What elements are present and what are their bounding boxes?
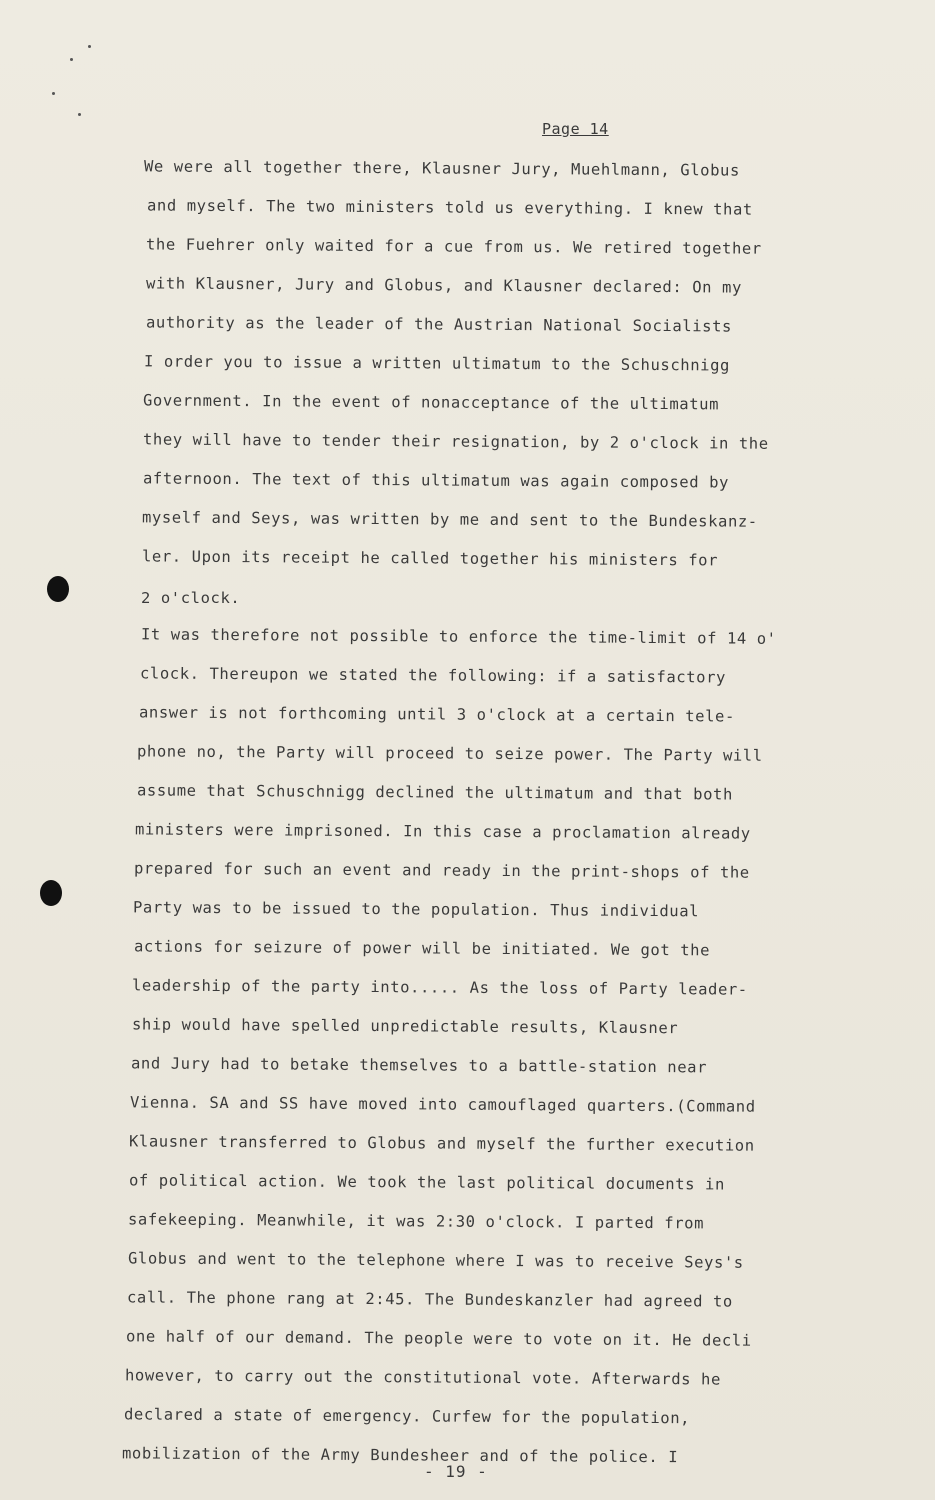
- text-line: assume that Schuschnigg declined the ultimatum and that both: [136, 781, 733, 804]
- punch-hole: [47, 576, 69, 602]
- text-line: 2 o'clock.: [141, 589, 241, 607]
- page-heading: Page 14: [542, 120, 609, 138]
- text-line: and myself. The two ministers told us everything. I knew that: [146, 196, 753, 219]
- text-line: and Jury had to betake themselves to a battle-station near: [130, 1054, 708, 1077]
- punch-hole: [40, 880, 62, 906]
- paper-speck: [78, 113, 81, 116]
- text-line: Globus and went to the telephone where I was to receive Seys's: [127, 1249, 744, 1272]
- text-line: actions for seizure of power will be initiated. We got the: [133, 937, 711, 960]
- text-line: leadership of the party into..... As the loss of Party leader-: [131, 976, 748, 999]
- paper-speck: [70, 58, 73, 61]
- text-line: prepared for such an event and ready in the print-shops of the: [133, 859, 750, 882]
- text-line: call. The phone rang at 2:45. The Bundeskanzler had agreed to: [126, 1288, 733, 1311]
- text-line: one half of our demand. The people were to vote on it. He decli: [125, 1327, 752, 1350]
- text-line: phone no, the Party will proceed to seize power. The Party will: [136, 742, 763, 765]
- text-line: ler. Upon its receipt he called together his ministers for: [141, 547, 719, 570]
- text-line: I order you to issue a written ultimatum to the Schuschnigg: [143, 352, 731, 375]
- body-text: [120, 150, 880, 1476]
- text-line: of political action. We took the last political documents in: [128, 1171, 725, 1194]
- text-line: Vienna. SA and SS have moved into camouflaged quarters.(Command: [129, 1093, 756, 1116]
- text-line: mobilization of the Army Bundesheer and of the police. I: [121, 1444, 679, 1467]
- text-line: afternoon. The text of this ultimatum was again composed by: [142, 469, 730, 492]
- text-line: We were all together there, Klausner Jury, Muehlmann, Globus: [143, 157, 740, 180]
- text-line: declared a state of emergency. Curfew for the population,: [123, 1405, 691, 1428]
- text-line: ministers were imprisoned. In this case a proclamation already: [134, 820, 751, 843]
- text-line: however, to carry out the constitutional vote. Afterwards he: [124, 1366, 721, 1389]
- text-line: Party was to be issued to the population. Thus individual: [132, 898, 700, 921]
- text-line: with Klausner, Jury and Globus, and Klausner declared: On my: [145, 274, 742, 297]
- text-line: clock. Thereupon we stated the following: if a satisfactory: [139, 664, 727, 687]
- text-line: ship would have spelled unpredictable results, Klausner: [131, 1015, 679, 1038]
- page-number: - 19 -: [424, 1462, 488, 1481]
- text-line: they will have to tender their resignation, by 2 o'clock in the: [142, 430, 769, 453]
- text-line: the Fuehrer only waited for a cue from us. We retired together: [145, 235, 762, 258]
- paper-speck: [52, 92, 55, 95]
- text-line: safekeeping. Meanwhile, it was 2:30 o'clock. I parted from: [127, 1210, 705, 1233]
- text-line: Government. In the event of nonacceptance of the ultimatum: [142, 391, 720, 414]
- text-line: myself and Seys, was written by me and sent to the Bundeskanz-: [141, 508, 758, 531]
- text-line: It was therefore not possible to enforce the time-limit of 14 o': [140, 625, 777, 648]
- text-line: authority as the leader of the Austrian National Socialists: [145, 313, 733, 336]
- text-line: answer is not forthcoming until 3 o'clock at a certain tele-: [138, 703, 735, 726]
- text-line: Klausner transferred to Globus and myself the further execution: [128, 1132, 755, 1155]
- paper-speck: [88, 45, 91, 48]
